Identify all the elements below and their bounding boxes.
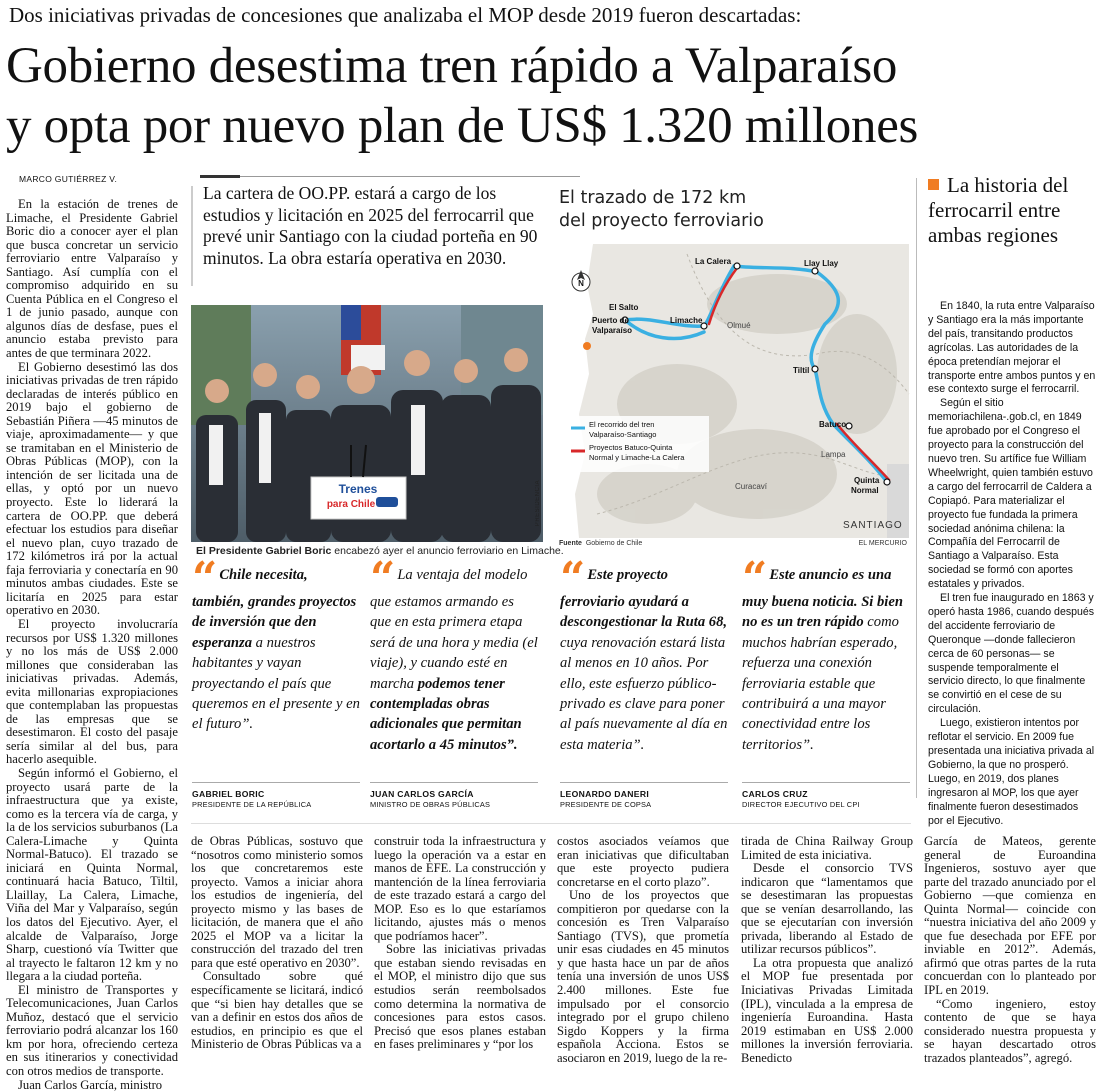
quote-2-name: JUAN CARLOS GARCÍA (370, 789, 474, 799)
section-rule (191, 823, 911, 824)
body-column-text (374, 835, 546, 1052)
body-column-6 (924, 834, 1096, 1065)
sidebar-paragraph: Luego, existieron intentos por reflotar el servicio. En 2009 fue presentada una iniciativa privada al Gobierno, la que no prosperó. Luego, en 2019, dos planes ingresaron al MOP, los que ayer finalmente fueron desestimados por el Ejecutivo. (928, 717, 1095, 827)
body-column-text (191, 835, 363, 1052)
deck-bar (191, 186, 193, 286)
deck: La cartera de OO.PP. estará a cargo de los estudios y licitación en 2025 del ferrocarril que prevé unir Santiago con la ciudad porteña en 90 minutos. La obra estaría operativa en 2030. (203, 183, 538, 268)
lead-paragraph: El Gobierno desestimó las dos iniciativas privadas de tren rápido declaradas de interés público en 2019 bajo el gobierno de Sebastián Piñera —45 minutos de viaje, aproximadamente— y que se tramitaban en el Ministerio de Obras Públicas (MOP), con la intención de ser licitada una de ellas, y optó por un nuevo proyecto. Este lo liderará la cartera de OO.PP. que deberá efectuar los estudios para diseñar el nuevo plan, cuyo trazado de 172 kilómetros irá por la actual faja ferroviaria y conectaría en 90 minutos ambas ciudades. Este se licitaría en 2025 para estar operativo en 2030. (6, 359, 178, 618)
source-value: Gobierno de Chile (585, 540, 643, 547)
body-paragraph: Consultado sobre qué específicamente se licitará, indicó que “si bien hay detalles que se van a definir en estos dos años de estudios, en principio es que el Ministerio de Obras Públicas va a (191, 969, 363, 1052)
legend-red-1: Proyectos Batuco-Quinta (589, 443, 673, 452)
lead-paragraph: Juan Carlos García, ministro (18, 1077, 163, 1092)
quote-3-text: cuya renovación estará lista al menos en 10 años. Por ello, este esfuerzo público-privado es clave para poner al país nuevamente al día en esta materia”. (560, 634, 728, 753)
body-column-text (924, 835, 1096, 1065)
podium-text-2: para Chile (326, 499, 376, 510)
map-title (559, 187, 909, 233)
map-source (559, 540, 909, 547)
body-paragraph: tirada de China Railway Group Limited de esta iniciativa. (741, 834, 913, 862)
body-paragraph: La otra propuesta que analizó el MOP fue presentada por Iniciativas Privadas Limitada (IPL), vinculada a la empresa de ingeniería Euroandina. Hasta 2019 estimaban en US$ 2.000 millones la inversión ferroviaria. Benedicto (741, 955, 913, 1065)
place-santiago: SANTIAGO (843, 520, 903, 531)
quote-2-text: La ventaja del modelo que estamos armando es que en esta primera etapa será de una hora y media (el viaje), y cuando esté en marcha (370, 567, 538, 692)
quote-1-rule (192, 782, 360, 783)
quote-1-bold: Chile necesita, también, grandes proyectos de inversión que den esperanza (192, 567, 357, 651)
north-label: N (578, 279, 584, 288)
body-paragraph: “Como ingeniero, estoy contento de que se haya considerado nuestra propuesta y se hayan descartado otros trazados planteados”, agregó. (924, 996, 1096, 1065)
body-paragraph: costos asociados veíamos que eran iniciativas que dificultaban que este proyecto pudiera concretarse en el corto plazo”. (557, 834, 729, 889)
quote-3-bold: Este proyecto ferroviario ayudará a descongestionar la Ruta 68, (560, 567, 728, 631)
quote-2-rule (370, 782, 538, 783)
place-el-salto: El Salto (609, 303, 639, 312)
byline: MARCO GUTIÉRREZ V. (19, 174, 118, 184)
place-curacavi: Curacaví (735, 482, 768, 491)
event-photo (191, 305, 543, 542)
quote-1-role: PRESIDENTE DE LA REPÚBLICA (192, 800, 312, 809)
legend-blue-2: Valparaíso-Santiago (589, 430, 657, 439)
kicker: Dos iniciativas privadas de concesiones que analizaba el MOP desde 2019 fueron descartadas: (9, 3, 802, 27)
quote-1 (192, 553, 360, 735)
quote-mark-icon: “ (560, 553, 580, 604)
podium-text-1: Trenes (338, 482, 378, 496)
legend-blue-1: El recorrido del tren (589, 420, 655, 429)
place-puerto-1: Puerto de (592, 316, 629, 325)
sidebar-rule (916, 178, 917, 798)
byline-rule (200, 176, 580, 177)
map-legend (567, 416, 709, 472)
body-column-5 (741, 834, 913, 1065)
sidebar-body (928, 300, 1096, 827)
quote-3-rule (560, 782, 728, 783)
sidebar-paragraph: El tren fue inaugurado en 1863 y operó hasta 1986, cuando después del accidente ferroviario de Queronque —donde fallecieron cerca de 60 personas— se suspende temporalmente el servicio directo, lo que finalmente se convirtió en el cese de su circulación. (928, 592, 1095, 716)
quote-4-text: como muchos habrían esperado, refuerza una conexión ferroviaria estable que contribuirá a una mayor conectividad entre los territorios”. (742, 614, 899, 753)
quote-1-name: GABRIEL BORIC (192, 789, 265, 799)
quote-2 (370, 553, 538, 755)
body-column-3 (374, 835, 546, 1053)
route-map (557, 244, 909, 538)
quote-mark-icon: “ (742, 553, 762, 604)
photo-credit: PRESIDENCIA (535, 480, 541, 527)
caption-rest: encabezó ayer el anuncio ferroviario en Limache. (331, 545, 564, 557)
quote-1-text: a nuestros habitantes y vayan proyectando el país que queremos en el presente y en el futuro”. (192, 634, 360, 733)
source-label: Fuente (559, 540, 582, 547)
lead-paragraph: En la estación de trenes de Limache, el Presidente Gabriel Boric dio a conocer ayer el plan que busca concretar un servicio ferroviario entre Valparaíso y Santiago. Así cumplía con el compromiso adquirido en su Cuenta Pública en el Congreso el 1 de junio pasado, aunque con algunos días de desfase, pues el anuncio estaba previsto para antes de que terminara 2022. (6, 197, 178, 361)
body-column-2 (191, 835, 363, 1053)
map-title-line-1: El trazado de 172 km (559, 188, 747, 208)
quote-2-bold: podemos tener contempladas obras adicionales que permitan acortarlo a 45 minutos”. (370, 675, 522, 753)
quote-4-role: DIRECTOR EJECUTIVO DEL CPI (742, 800, 860, 809)
body-column-4 (557, 834, 729, 1065)
body-column-text (557, 835, 729, 1065)
map-title-line-2: del proyecto ferroviario (559, 211, 764, 231)
place-puerto-2: Valparaíso (592, 326, 633, 335)
headline (6, 36, 1096, 156)
photo-illustration (191, 305, 543, 542)
port-marker (583, 342, 591, 350)
quote-2-role: MINISTRO DE OBRAS PÚBLICAS (370, 800, 491, 809)
lead-paragraph: Según informó el Gobierno, el proyecto usará parte de la infraestructura que ya existe, como es la tercera vía de carga, y la de los servicios suburbanos (La Calera-Limache y Quinta Normal-Batuco). El trazado se iniciará en Quinta Normal, continuará hacia Batuco, Tiltil, Llaillay, La Calera, Limache, Viña del Mar y Valparaíso, según los datos del Ejecutivo. Ayer, el alcalde de Valparaíso, Jorge Sharp, cuestionó vía Twitter que al trayecto le faltaron 12 km y no llegara a la ciudad porteña. (6, 765, 178, 984)
quote-3-name: LEONARDO DANERI (560, 789, 650, 799)
place-tiltil: Tiltil (793, 366, 810, 375)
place-llay-llay: Llay Llay (804, 259, 839, 268)
sidebar-paragraph: En 1840, la ruta entre Valparaíso y Santiago era la más importante del país, transitando productos agrícolas. Las autoridades de la época pretendían mejorar el transporte entre ambos puntos y en ese contexto surge el ferrocarril. (928, 300, 1096, 396)
place-la-calera: La Calera (695, 257, 732, 266)
quote-mark-icon: “ (370, 553, 390, 604)
headline-line-2: y opta por nuevo plan de US$ 1.320 millones (6, 98, 919, 154)
quote-4-name: CARLOS CRUZ (742, 789, 808, 799)
sidebar-paragraph: Según el sitio memoriachilena-.gob.cl, en 1849 fue aprobado por el Congreso el proyecto para la construcción del nuevo tren. Su artífice fue William Wheelwright, quien también estuvo a cargo del ferrocarril de Caldera a Copiapó. Para materializar el proyecto fue fundada la primera sociedad anónima chilena: la Compañía del Ferrocarril de Santiago a Valparaíso. Esta sociedad se formó con aportes estatales y privados. (928, 397, 1093, 591)
place-olmue: Olmué (727, 321, 751, 330)
place-batuco: Batuco (819, 420, 847, 429)
sidebar-title (928, 173, 1098, 248)
quote-3 (560, 553, 728, 755)
sidebar-title-text: La historia del ferrocarril entre ambas regiones (928, 173, 1069, 247)
place-quinta-1: Quinta (854, 476, 880, 485)
route-map-svg (557, 244, 909, 538)
body-paragraph: de Obras Públicas, sostuvo que “nosotros como ministerio somos los que concretaremos este proyecto. Vamos a iniciar ahora los estudios de ingeniería, del proyecto mismo y las bases de licitación, de manera que el año 2025 el MOP va a licitar la construcción del trazado del tren para que esté operativo en 2030”. (191, 834, 363, 970)
headline-line-1: Gobierno desestima tren rápido a Valparaíso (6, 38, 898, 94)
body-column-text (741, 835, 913, 1065)
quote-4-rule (742, 782, 910, 783)
body-paragraph: construir toda la infraestructura y luego la operación va a estar en manos de EFE. La construcción y mantención de la línea ferroviaria de este trazado estará a cargo del MOP. Eso es lo que estaríamos licitando, ajustes más o menos que podríamos hacer”. (374, 834, 546, 943)
body-paragraph: García de Mateos, gerente general de Euroandina Ingenieros, sostuvo ayer que parte del trazado anunciado por el Gobierno —que comienza en Quinta Normal— coincide con “nuestra iniciativa del año 2009 y que fue desechada por EFE por inviable en 2012”. Además, afirmó que otras partes de la ruta concuerdan con lo planteado por IPL en 2019. (924, 834, 1096, 998)
quote-4-bold: Este anuncio es una muy buena noticia. Si bien no es un tren rápido (742, 567, 903, 631)
quote-4 (742, 553, 910, 755)
place-lampa: Lampa (821, 450, 846, 459)
body-paragraph: Sobre las iniciativas privadas que estaban siendo revisadas en el MOP, el ministro dijo que sus estudios serán reembolsados como determina la normativa de concesiones para estos casos. Precisó que esos planes estaban en fases preliminares y “por los (374, 942, 546, 1052)
legend-red-2: Normal y Limache-La Calera (589, 453, 685, 462)
map-credit: EL MERCURIO (858, 540, 907, 547)
quote-mark-icon: “ (192, 553, 212, 604)
square-bullet-icon (928, 179, 939, 190)
caption-bold: El Presidente Gabriel Boric (196, 545, 332, 557)
lead-column (6, 197, 178, 1092)
place-limache: Limache (670, 316, 703, 325)
body-paragraph: Uno de los proyectos que compitieron por quedarse con la concesión es Tren Valparaíso Santiago (TVS), que prometía unir esas ciudades en 45 minutos y que hasta hace un par de años tenía una inversión de unos US$ 2.400 millones. Este fue impulsado por el consorcio integrado por el grupo chileno Sigdo Koppers y la firma española Acciona. Estos se asociaron en 2019, luego de la re- (557, 888, 729, 1065)
place-quinta-2: Normal (851, 486, 879, 495)
body-paragraph: Desde el consorcio TVS indicaron que “lamentamos que se desestimaran las propuestas que se venían desarrollando, las que se ejecutarían con inversión privada, liberando al Estado de utilizar recursos públicos”. (741, 861, 913, 957)
quote-3-role: PRESIDENTE DE COPSA (560, 800, 652, 809)
lead-paragraph: El ministro de Transportes y Telecomunicaciones, Juan Carlos Muñoz, destacó que el servicio ferroviario podrá alcanzar los 160 km por hora, ofreciendo certeza en sus itinerarios y conectividad con otros medios de transporte. (6, 982, 178, 1078)
lead-paragraph: El proyecto involucraría recursos por US$ 1.320 millones y no los más de US$ 2.000 millones que consideraban las iniciativas privadas. Además, evita millonarias expropiaciones que contemplaban las propuestas de las empresas que se desestimaron. El costo del pasaje sería similar al del bus, para hacerlo asequible. (6, 616, 178, 767)
